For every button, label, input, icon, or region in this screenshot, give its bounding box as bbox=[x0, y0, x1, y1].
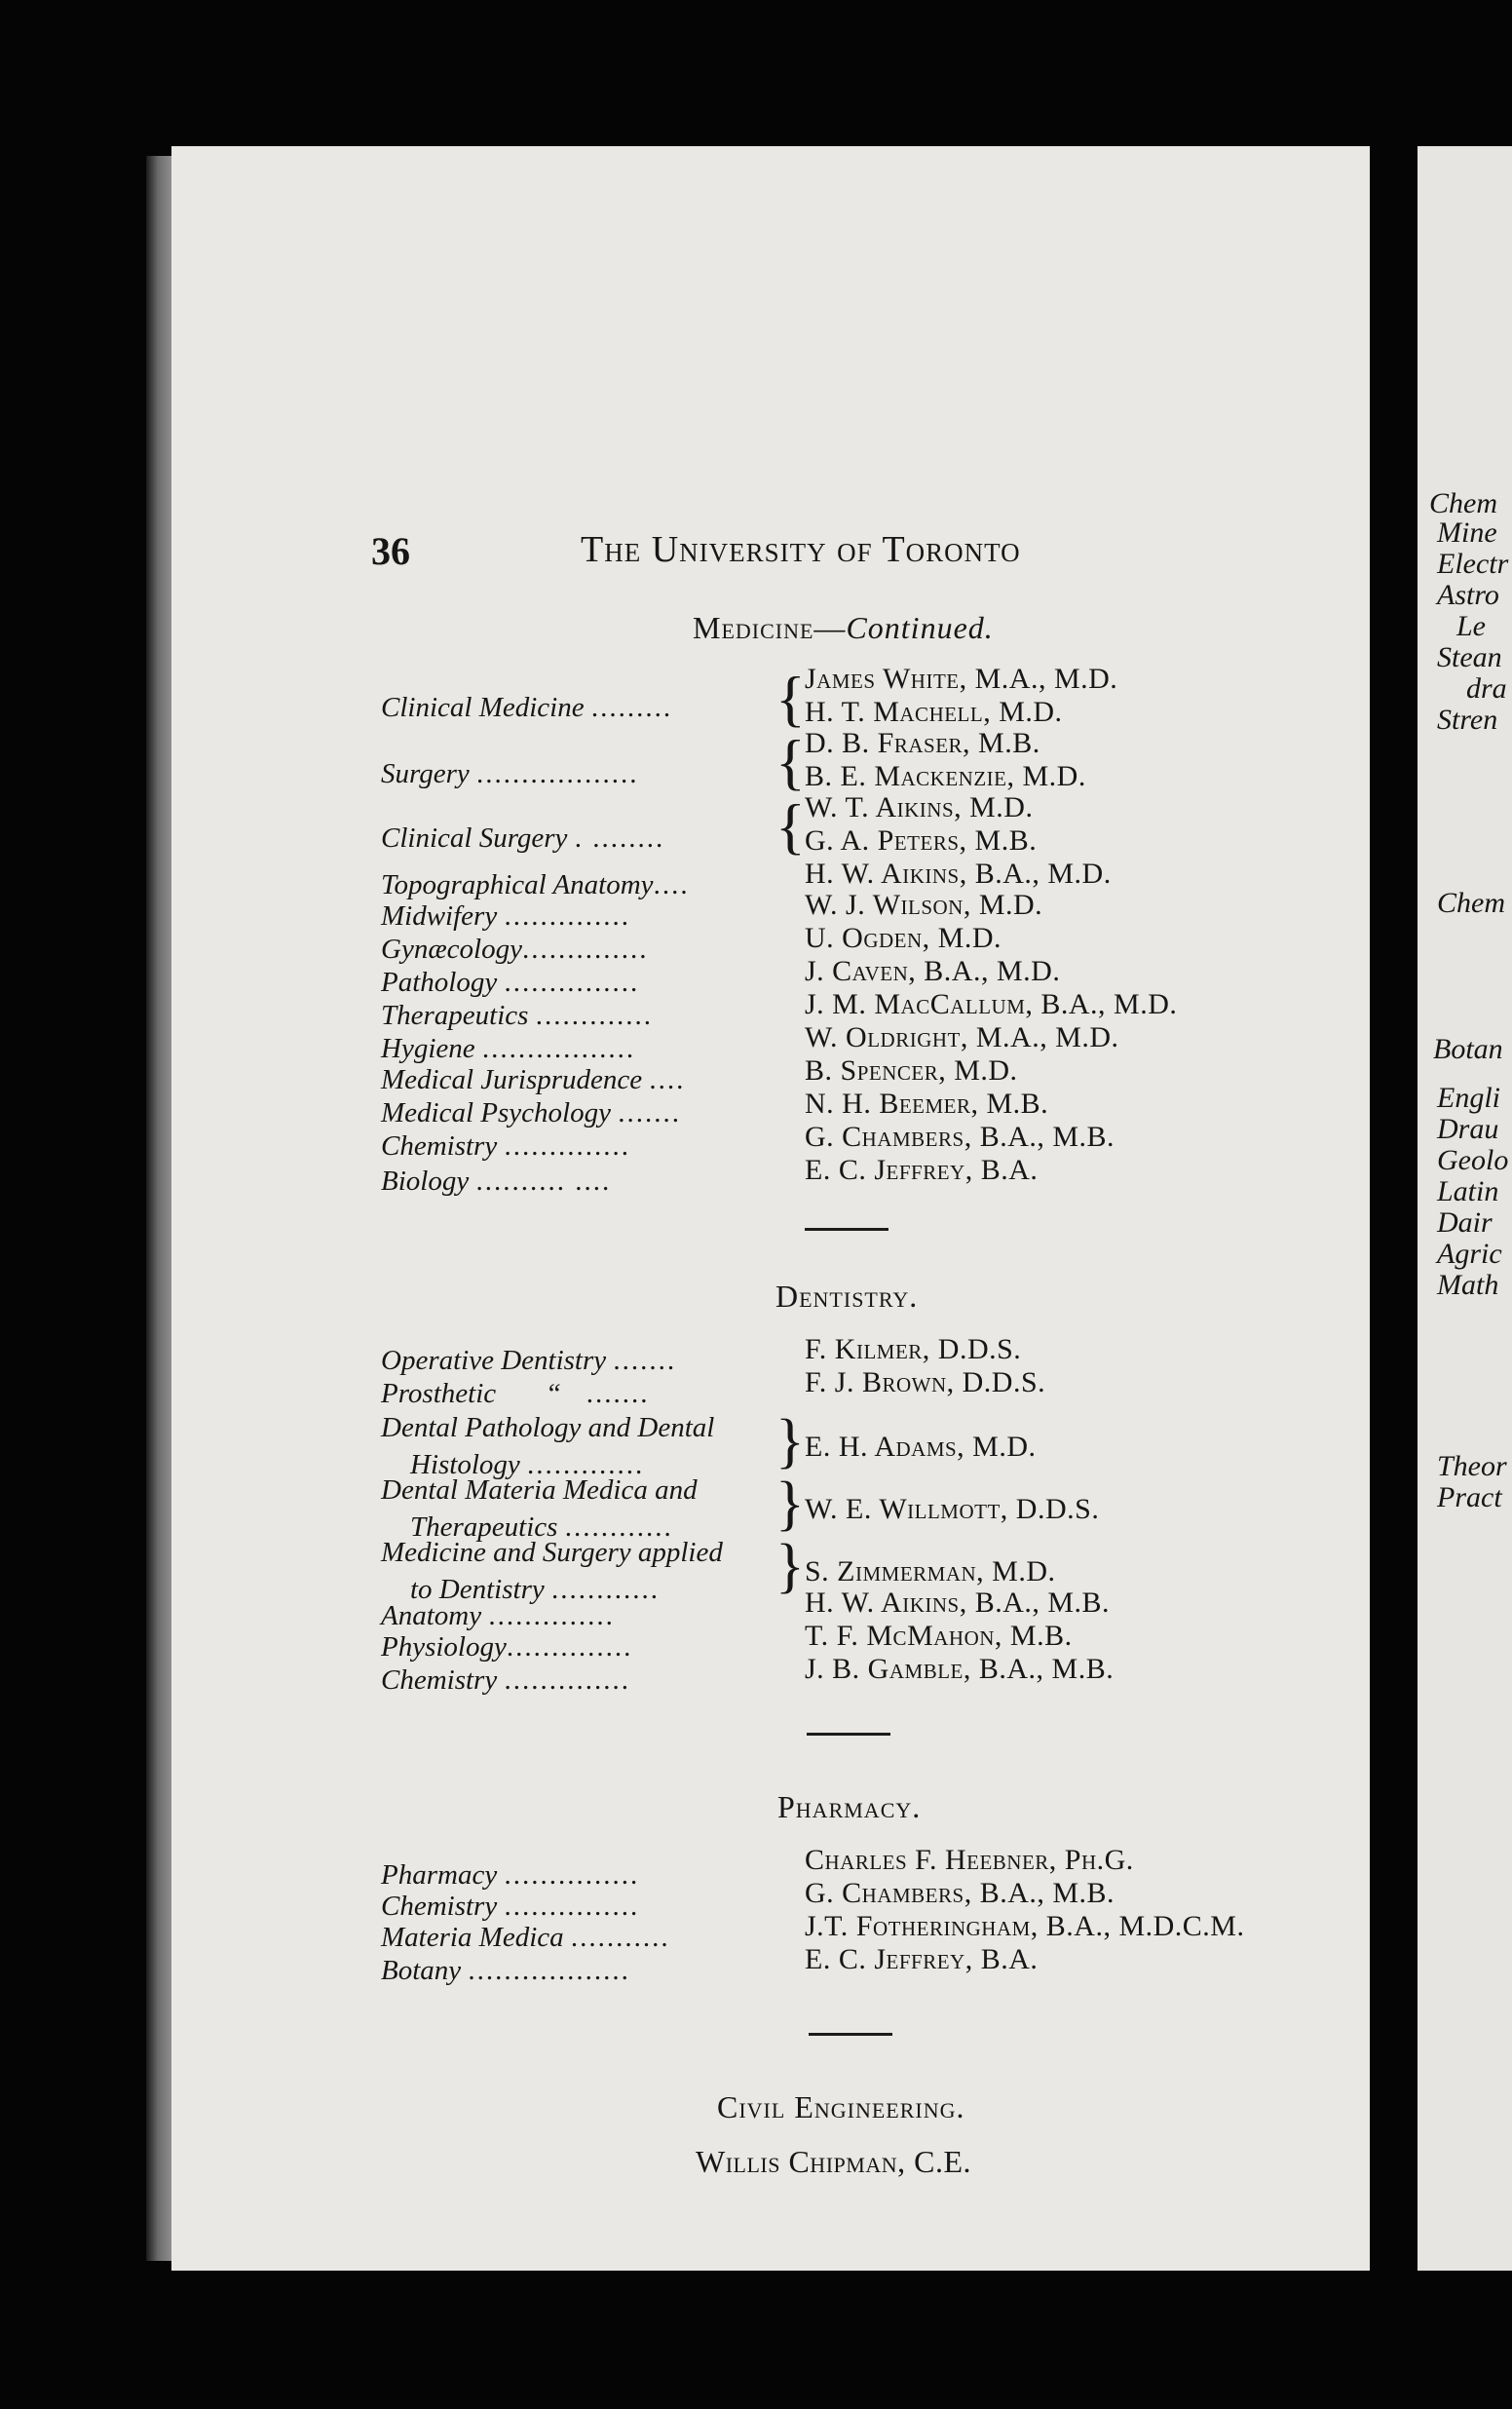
faculty-name: F. Kilmer, D.D.S. bbox=[805, 1333, 1022, 1365]
faculty-name: H. W. Aikins, B.A., M.D. bbox=[805, 858, 1112, 890]
faculty-name: U. Ogden, M.D. bbox=[805, 922, 1002, 954]
faculty-name: J. Caven, B.A., M.D. bbox=[805, 955, 1061, 987]
adjacent-text: Astro bbox=[1437, 579, 1499, 611]
subject-label: Medical Jurisprudence .... bbox=[381, 1064, 686, 1095]
adjacent-text: Chem bbox=[1429, 487, 1497, 519]
faculty-name: N. H. Beemer, M.B. bbox=[805, 1088, 1049, 1120]
subject-label: Materia Medica ........... bbox=[381, 1922, 670, 1953]
faculty-name: E. H. Adams, M.D. bbox=[805, 1431, 1037, 1463]
subject-label: Pharmacy ............... bbox=[381, 1859, 640, 1891]
subject-label: Topographical Anatomy.... bbox=[381, 869, 690, 900]
subject-label: Anatomy .............. bbox=[381, 1600, 615, 1631]
page-header bbox=[171, 528, 1370, 577]
subject-label: Clinical Surgery . ........ bbox=[381, 822, 665, 854]
faculty-name: J. B. Gamble, B.A., M.B. bbox=[805, 1653, 1115, 1685]
faculty-name: G. A. Peters, M.B. bbox=[805, 824, 1038, 857]
faculty-name: W. J. Wilson, M.D. bbox=[805, 889, 1043, 921]
subject-label: Clinical Medicine ......... bbox=[381, 692, 673, 723]
subject-label: Physiology.............. bbox=[381, 1631, 633, 1663]
subject-label: Dental Pathology and Dental Histology ............. bbox=[381, 1412, 715, 1480]
faculty-name: Charles F. Heebner, Ph.G. bbox=[805, 1844, 1134, 1876]
adjacent-text: Agric bbox=[1437, 1238, 1502, 1270]
subject-label: Botany .................. bbox=[381, 1955, 630, 1986]
faculty-name: H. W. Aikins, B.A., M.B. bbox=[805, 1587, 1111, 1619]
subject-label: Surgery .................. bbox=[381, 758, 639, 789]
dentistry-heading: Dentistry. bbox=[775, 1279, 919, 1314]
faculty-name: B. E. Mackenzie, M.D. bbox=[805, 760, 1086, 792]
faculty-name: G. Chambers, B.A., M.B. bbox=[805, 1877, 1115, 1909]
subject-label: Pathology ............... bbox=[381, 967, 640, 998]
faculty-name: S. Zimmerman, M.D. bbox=[805, 1555, 1056, 1587]
adjacent-text: Dair bbox=[1437, 1206, 1493, 1239]
adjacent-text: Theor bbox=[1437, 1450, 1507, 1482]
adjacent-text: Math bbox=[1437, 1269, 1499, 1301]
civil-engineering-heading: Civil Engineering. bbox=[717, 2089, 965, 2124]
faculty-name: H. T. Machell, M.D. bbox=[805, 696, 1063, 728]
brace: } bbox=[775, 1471, 805, 1537]
faculty-name: W. E. Willmott, D.D.S. bbox=[805, 1493, 1100, 1525]
subject-label: Chemistry .............. bbox=[381, 1664, 630, 1696]
section-divider bbox=[805, 1228, 888, 1231]
faculty-name: D. B. Fraser, M.B. bbox=[805, 727, 1040, 759]
faculty-name: W. T. Aikins, M.D. bbox=[805, 791, 1034, 823]
subject-label: Gynæcology.............. bbox=[381, 934, 649, 965]
faculty-name: G. Chambers, B.A., M.B. bbox=[805, 1121, 1115, 1153]
adjacent-text: Drau bbox=[1437, 1113, 1499, 1145]
pharmacy-heading: Pharmacy. bbox=[777, 1789, 922, 1824]
faculty-name: James White, M.A., M.D. bbox=[805, 663, 1118, 695]
faculty-name: B. Spencer, M.D. bbox=[805, 1054, 1018, 1087]
brace: { bbox=[775, 791, 806, 860]
adjacent-text: dra bbox=[1466, 672, 1507, 705]
subject-label: Medicine and Surgery applied to Dentistry ............ bbox=[381, 1537, 723, 1605]
subject-label: Therapeutics ............. bbox=[381, 1000, 653, 1031]
faculty-name: Willis Chipman, C.E. bbox=[696, 2144, 971, 2179]
faculty-name: F. J. Brown, D.D.S. bbox=[805, 1366, 1046, 1398]
faculty-name: J.T. Fotheringham, B.A., M.D.C.M. bbox=[805, 1910, 1245, 1942]
faculty-name: W. Oldright, M.A., M.D. bbox=[805, 1021, 1119, 1053]
adjacent-text: Engli bbox=[1437, 1082, 1500, 1114]
medicine-heading-text: Medicine— bbox=[693, 610, 847, 645]
adjacent-text: Pract bbox=[1437, 1481, 1502, 1513]
brace: { bbox=[775, 727, 806, 796]
medicine-heading-continued: Continued. bbox=[846, 610, 994, 645]
page-number: 36 bbox=[371, 529, 410, 573]
faculty-name: J. M. MacCallum, B.A., M.D. bbox=[805, 988, 1178, 1020]
adjacent-text: Le bbox=[1456, 610, 1486, 642]
section-divider bbox=[809, 2033, 892, 2036]
brace: } bbox=[775, 1408, 805, 1474]
adjacent-text: Stren bbox=[1437, 704, 1498, 736]
faculty-name: E. C. Jeffrey, B.A. bbox=[805, 1943, 1039, 1975]
adjacent-text: Latin bbox=[1437, 1175, 1499, 1207]
subject-label: Chemistry ............... bbox=[381, 1891, 640, 1922]
subject-label: Medical Psychology ....... bbox=[381, 1097, 681, 1128]
adjacent-text: Botan bbox=[1433, 1033, 1503, 1065]
section-divider bbox=[807, 1733, 890, 1736]
running-title: The University of Toronto bbox=[581, 529, 1021, 570]
adjacent-text: Stean bbox=[1437, 641, 1502, 673]
medicine-heading bbox=[693, 610, 994, 646]
subject-label: Chemistry .............. bbox=[381, 1130, 630, 1162]
subject-label: Biology .......... .... bbox=[381, 1166, 612, 1197]
adjacent-text: Electr bbox=[1437, 548, 1509, 580]
faculty-name: T. F. McMahon, M.B. bbox=[805, 1620, 1073, 1652]
book-page bbox=[171, 146, 1370, 2271]
adjacent-text: Geolo bbox=[1437, 1144, 1509, 1176]
subject-label: Prosthetic “ ....... bbox=[381, 1378, 650, 1409]
brace: { bbox=[775, 664, 806, 733]
subject-label: Operative Dentistry ....... bbox=[381, 1345, 677, 1376]
subject-label: Midwifery .............. bbox=[381, 900, 630, 932]
adjacent-text: Chem bbox=[1437, 887, 1505, 919]
adjacent-text: Mine bbox=[1437, 516, 1497, 549]
subject-label: Dental Materia Medica and Therapeutics ............ bbox=[381, 1474, 698, 1543]
brace: } bbox=[775, 1533, 805, 1599]
faculty-name: E. C. Jeffrey, B.A. bbox=[805, 1154, 1039, 1186]
adjacent-page bbox=[1418, 146, 1512, 2271]
subject-label: Hygiene ................. bbox=[381, 1033, 636, 1064]
